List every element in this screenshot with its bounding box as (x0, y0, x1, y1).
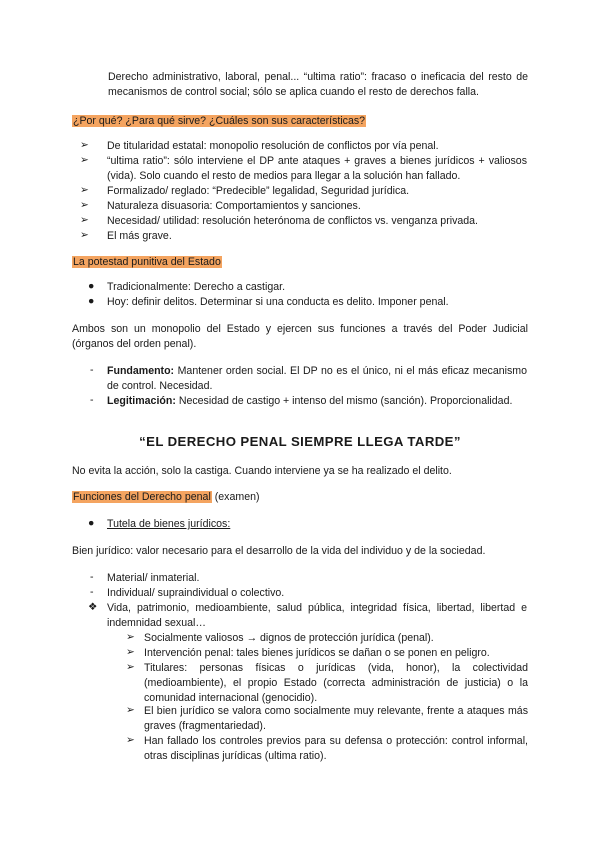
list-item: Vida, patrimonio, medioambiente, salud pública, integridad física, libertad, libertad e indemnidad sexual… (107, 602, 527, 629)
bien-juridico-definition: Bien jurídico: valor necesario para el desarrollo de la vida del individuo y de la sociedad. (72, 545, 486, 557)
list-item: Necesidad/ utilidad: resolución heterónoma de conflictos vs. venganza privada. (107, 215, 478, 227)
list-item: El más grave. (107, 230, 172, 242)
round-bullet-icon: ● (88, 517, 95, 529)
intro-paragraph: Derecho administrativo, laboral, penal... “ultima ratio”: fracaso o ineficacia del resto de mecanismos de control social; sólo se aplica cuando el resto de derechos falla. (108, 71, 528, 98)
list-item: Individual/ supraindividual o colectivo. (107, 587, 285, 599)
arrow-bullet-icon: ➢ (80, 199, 89, 211)
arrow-bullet-icon: ➢ (80, 184, 89, 196)
list-item: Material/ inmaterial. (107, 572, 200, 584)
monopolio-paragraph: Ambos son un monopolio del Estado y ejercen sus funciones a través del Poder Judicial (órganos del orden penal). (72, 323, 528, 350)
list-item: Tradicionalmente: Derecho a castigar. (107, 281, 286, 293)
arrow-bullet-icon: ➢ (80, 214, 89, 226)
arrow-bullet-icon: ➢ (80, 229, 89, 241)
legitimacion-item: Legitimación: Necesidad de castigo + intenso del mismo (sanción). Proporcionalidad. (107, 395, 513, 407)
round-bullet-icon: ● (88, 295, 95, 307)
arrow-bullet-icon: ➢ (126, 646, 135, 658)
arrow-bullet-icon: ➢ (80, 139, 89, 151)
list-item: Intervención penal: tales bienes jurídicos se dañan o se ponen en peligro. (144, 647, 490, 659)
arrow-bullet-icon: ➢ (126, 631, 135, 643)
list-item: Titulares: personas físicas o jurídicas (vida, honor), la colectividad (medioambiente), el propio Estado (correcta administración de justicia) o la comunidad internacional (genocidio). (144, 662, 528, 704)
list-item: El bien jurídico se valora como socialmente muy relevante, frente a ataques más graves (fragmentariedad). (144, 705, 528, 732)
list-item: Formalizado/ reglado: “Predecible” legalidad, Seguridad jurídica. (107, 185, 410, 197)
list-item: De titularidad estatal: monopolio resolución de conflictos por vía penal. (107, 140, 439, 152)
list-item: “ultima ratio”: sólo interviene el DP ante ataques + graves a bienes jurídicos + valiosos (vida). Solo cuando el resto de medios para llegar a la solución han fallado. (107, 155, 527, 182)
diamond-bullet-icon: ❖ (88, 601, 98, 613)
list-item: Socialmente valiosos → dignos de protección jurídica (penal). (144, 632, 434, 644)
round-bullet-icon: ● (88, 280, 95, 292)
fundamento-item: Fundamento: Mantener orden social. El DP no es el único, ni el más eficaz mecanismo de control. Necesidad. (107, 365, 527, 392)
arrow-bullet-icon: ➢ (126, 704, 135, 716)
dash-bullet: - (90, 586, 94, 598)
list-item: Naturaleza disuasoria: Comportamientos y sanciones. (107, 200, 361, 212)
arrow-bullet-icon: ➢ (126, 661, 135, 673)
page-title: “EL DERECHO PENAL SIEMPRE LLEGA TARDE” (139, 434, 461, 449)
section-heading-caracteristicas: ¿Por qué? ¿Para qué sirve? ¿Cuáles son sus características? (73, 115, 366, 127)
tutela-item: Tutela de bienes jurídicos: (107, 518, 231, 530)
list-item: Han fallado los controles previos para su defensa o protección: control informal, otras disciplinas jurídicas (ultima ratio). (144, 735, 528, 762)
section-heading-funciones: Funciones del Derecho penal (examen) (73, 491, 260, 503)
arrow-bullet-icon: ➢ (80, 154, 89, 166)
title-subtext: No evita la acción, solo la castiga. Cuando interviene ya se ha realizado el delito. (72, 465, 452, 477)
arrow-bullet-icon: ➢ (126, 734, 135, 746)
dash-bullet: - (90, 364, 94, 376)
dash-bullet: - (90, 571, 94, 583)
section-heading-potestad: La potestad punitiva del Estado (73, 256, 221, 268)
dash-bullet: - (90, 394, 94, 406)
list-item: Hoy: definir delitos. Determinar si una conducta es delito. Imponer penal. (107, 296, 449, 308)
